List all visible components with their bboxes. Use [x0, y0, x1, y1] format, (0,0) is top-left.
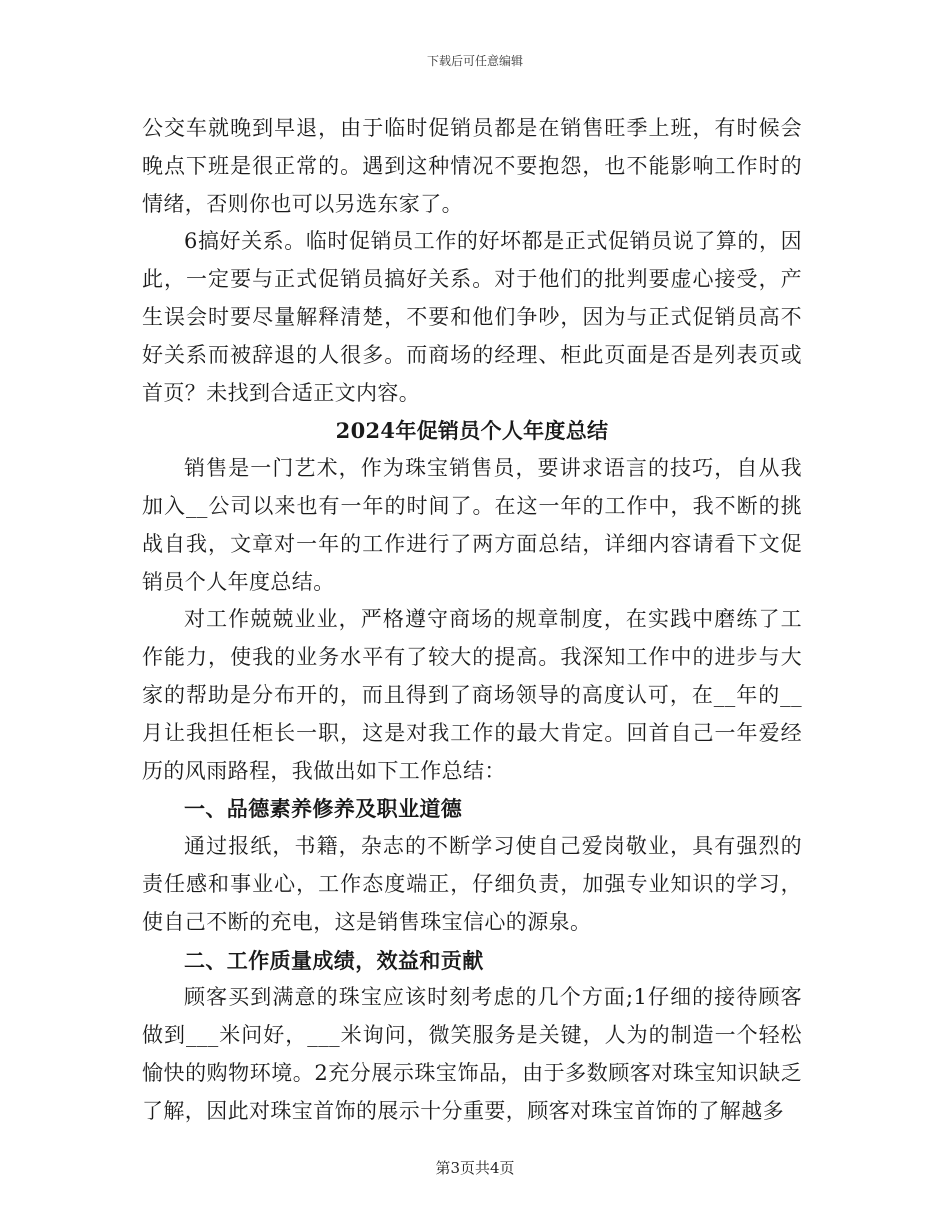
paragraph-work-attitude: 对工作兢兢业业，严格遵守商场的规章制度，在实践中磨练了工作能力，使我的业务水平有了较大的提高。我深知工作中的进步与大家的帮助是分布开的，而且得到了商场领导的高度认可，在__年的__月让我担任柜长一职，这是对我工作的最大肯定。回首自己一年爱经历的风雨路程，我做出如下工作总结：	[142, 607, 802, 783]
paragraph-quality: 顾客买到满意的珠宝应该时刻考虑的几个方面;1仔细的接待顾客做到___米问好，___米询问，微笑服务是关键，人为的制造一个轻松愉快的购物环境。2充分展示珠宝饰品，由于多数顾客对珠宝知识缺乏了解，因此对珠宝首饰的展示十分重要，顾客对珠宝首饰的了解越多	[142, 985, 802, 1123]
page-header-note: 下载后可任意编辑	[426, 54, 523, 68]
paragraph-continued: 公交车就晚到早退，由于临时促销员都是在销售旺季上班，有时候会晚点下班是很正常的。遇到这种情况不要抱怨，也不能影响工作时的情绪，否则你也可以另选东家了。	[142, 116, 802, 216]
document-body	[142, 110, 802, 1131]
heading-quality: 二、工作质量成绩，效益和贡献	[184, 947, 484, 973]
paragraph-relations: 6搞好关系。临时促销员工作的好坏都是正式促销员说了算的，因此，一定要与正式促销员搞好关系。对于他们的批判要虚心接受，产生误会时要尽量解释清楚，不要和他们争吵，因为与正式促销员高不好关系而被辞退的人很多。而商场的经理、柜此页面是否是列表页或首页？未找到合适正文内容。	[142, 229, 802, 405]
section-title: 2024年促销员个人年度总结	[335, 418, 609, 444]
paragraph-ethics: 通过报纸，书籍，杂志的不断学习使自己爱岗敬业，具有强烈的责任感和事业心，工作态度端正，仔细负责，加强专业知识的学习，使自己不断的充电，这是销售珠宝信心的源泉。	[142, 834, 802, 934]
heading-ethics: 一、品德素养修养及职业道德	[184, 796, 463, 822]
paragraph-intro: 销售是一门艺术，作为珠宝销售员，要讲求语言的技巧，自从我加入__公司以来也有一年的时间了。在这一年的工作中，我不断的挑战自我，文章对一年的工作进行了两方面总结，详细内容请看下文促销员个人年度总结。	[142, 456, 802, 594]
page-number: 第3页共4页	[435, 1159, 515, 1177]
